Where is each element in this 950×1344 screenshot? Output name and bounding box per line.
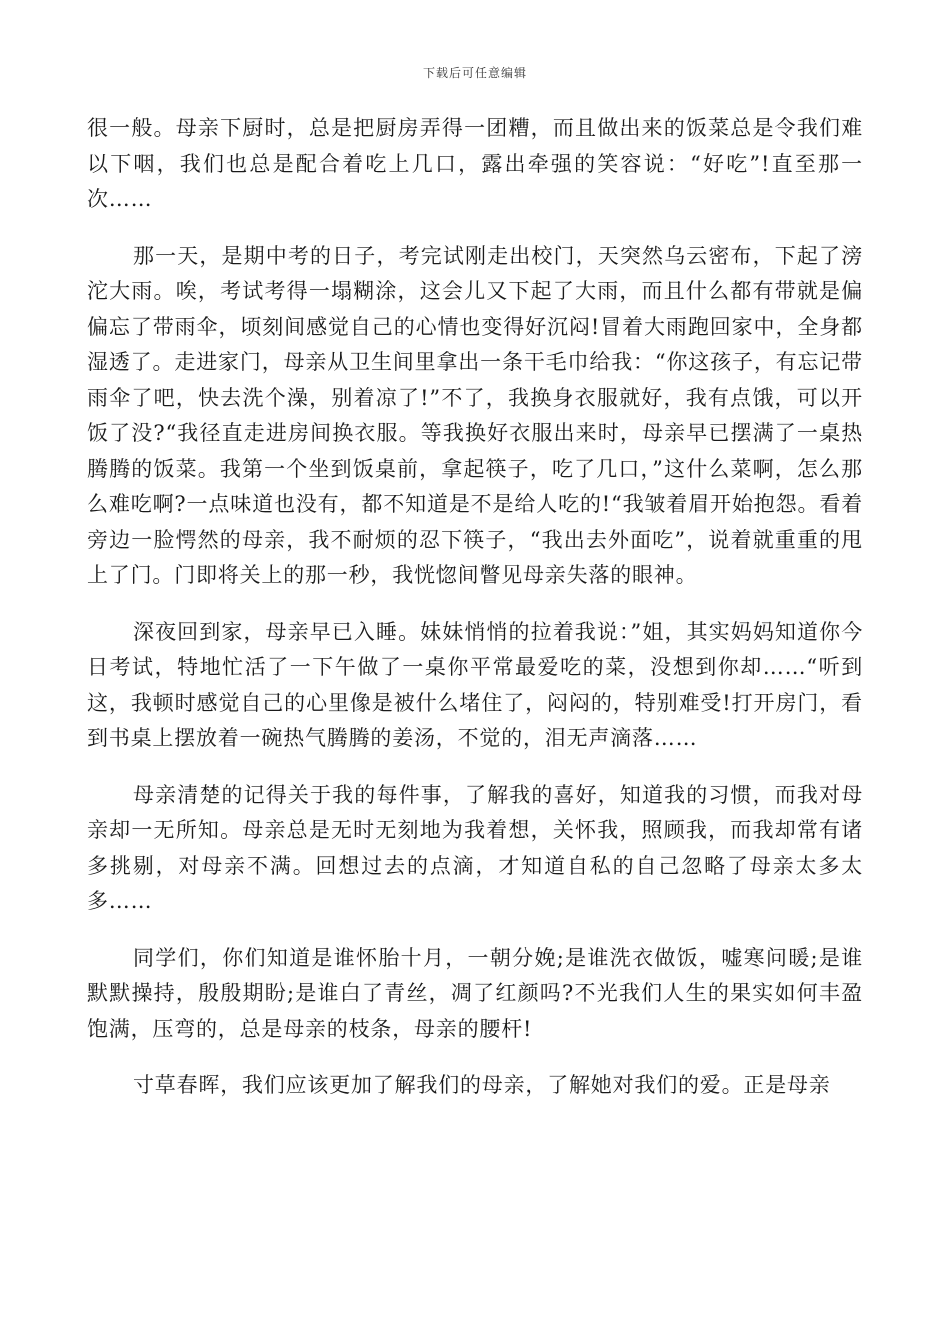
paragraph-2: 那一天，是期中考的日子，考完试刚走出校门，天突然乌云密布，下起了滂沱大雨。唉，考试考得一塌糊涂，这会儿又下起了大雨，而且什么都有带就是偏偏忘了带雨伞，顷刻间感觉自己的心情也变得好沉闷!冒着大雨跑回家中，全身都湿透了。走进家门，母亲从卫生间里拿出一条干毛巾给我：“你这孩子，有忘记带雨伞了吧，快去洗个澡，别着凉了!”不了，我换身衣服就好，我有点饿，可以开饭了没?“我径直走进房间换衣服。等我换好衣服出来时，母亲早已摆满了一桌热腾腾的饭菜。我第一个坐到饭桌前，拿起筷子，吃了几口，”这什么菜啊，怎么那么难吃啊?一点味道也没有，都不知道是不是给人吃的!“我皱着眉开始抱怨。看着旁边一脸愕然的母亲，我不耐烦的忍下筷子，“我出去外面吃”，说着就重重的甩上了门。门即将关上的那一秒，我恍惚间瞥见母亲失落的眼神。 (87, 243, 863, 587)
paragraph-1: 很一般。母亲下厨时，总是把厨房弄得一团糟，而且做出来的饭菜总是令我们难以下咽，我们也总是配合着吃上几口，露出牵强的笑容说：“好吃”!直至那一次…… (87, 116, 863, 211)
document-body (87, 111, 863, 1125)
paragraph-6: 寸草春晖，我们应该更加了解我们的母亲，了解她对我们的爱。正是母亲 (133, 1073, 831, 1097)
paragraph-3: 深夜回到家，母亲早已入睡。妹妹悄悄的拉着我说：”姐，其实妈妈知道你今日考试，特地忙活了一下午做了一桌你平常最爱吃的菜，没想到你却……“听到这，我顿时感觉自己的心里像是被什么堵住了，闷闷的，特别难受!打开房门，看到书桌上摆放着一碗热气腾腾的姜汤，不觉的，泪无声滴落…… (87, 619, 863, 750)
paragraph-5: 同学们，你们知道是谁怀胎十月，一朝分娩;是谁洗衣做饭，嘘寒问暖;是谁默默操持，殷殷期盼;是谁白了青丝，凋了红颜吗?不光我们人生的果实如何丰盈饱满，压弯的，总是母亲的枝条，母亲的腰杆! (87, 945, 863, 1041)
page-header: 下载后可任意编辑 (422, 66, 527, 80)
paragraph-4: 母亲清楚的记得关于我的每件事，了解我的喜好，知道我的习惯，而我对母亲却一无所知。母亲总是无时无刻地为我着想，关怀我，照顾我，而我却常有诸多挑剔，对母亲不满。回想过去的点滴，才知道自私的自己忽略了母亲太多太多…… (87, 782, 863, 913)
